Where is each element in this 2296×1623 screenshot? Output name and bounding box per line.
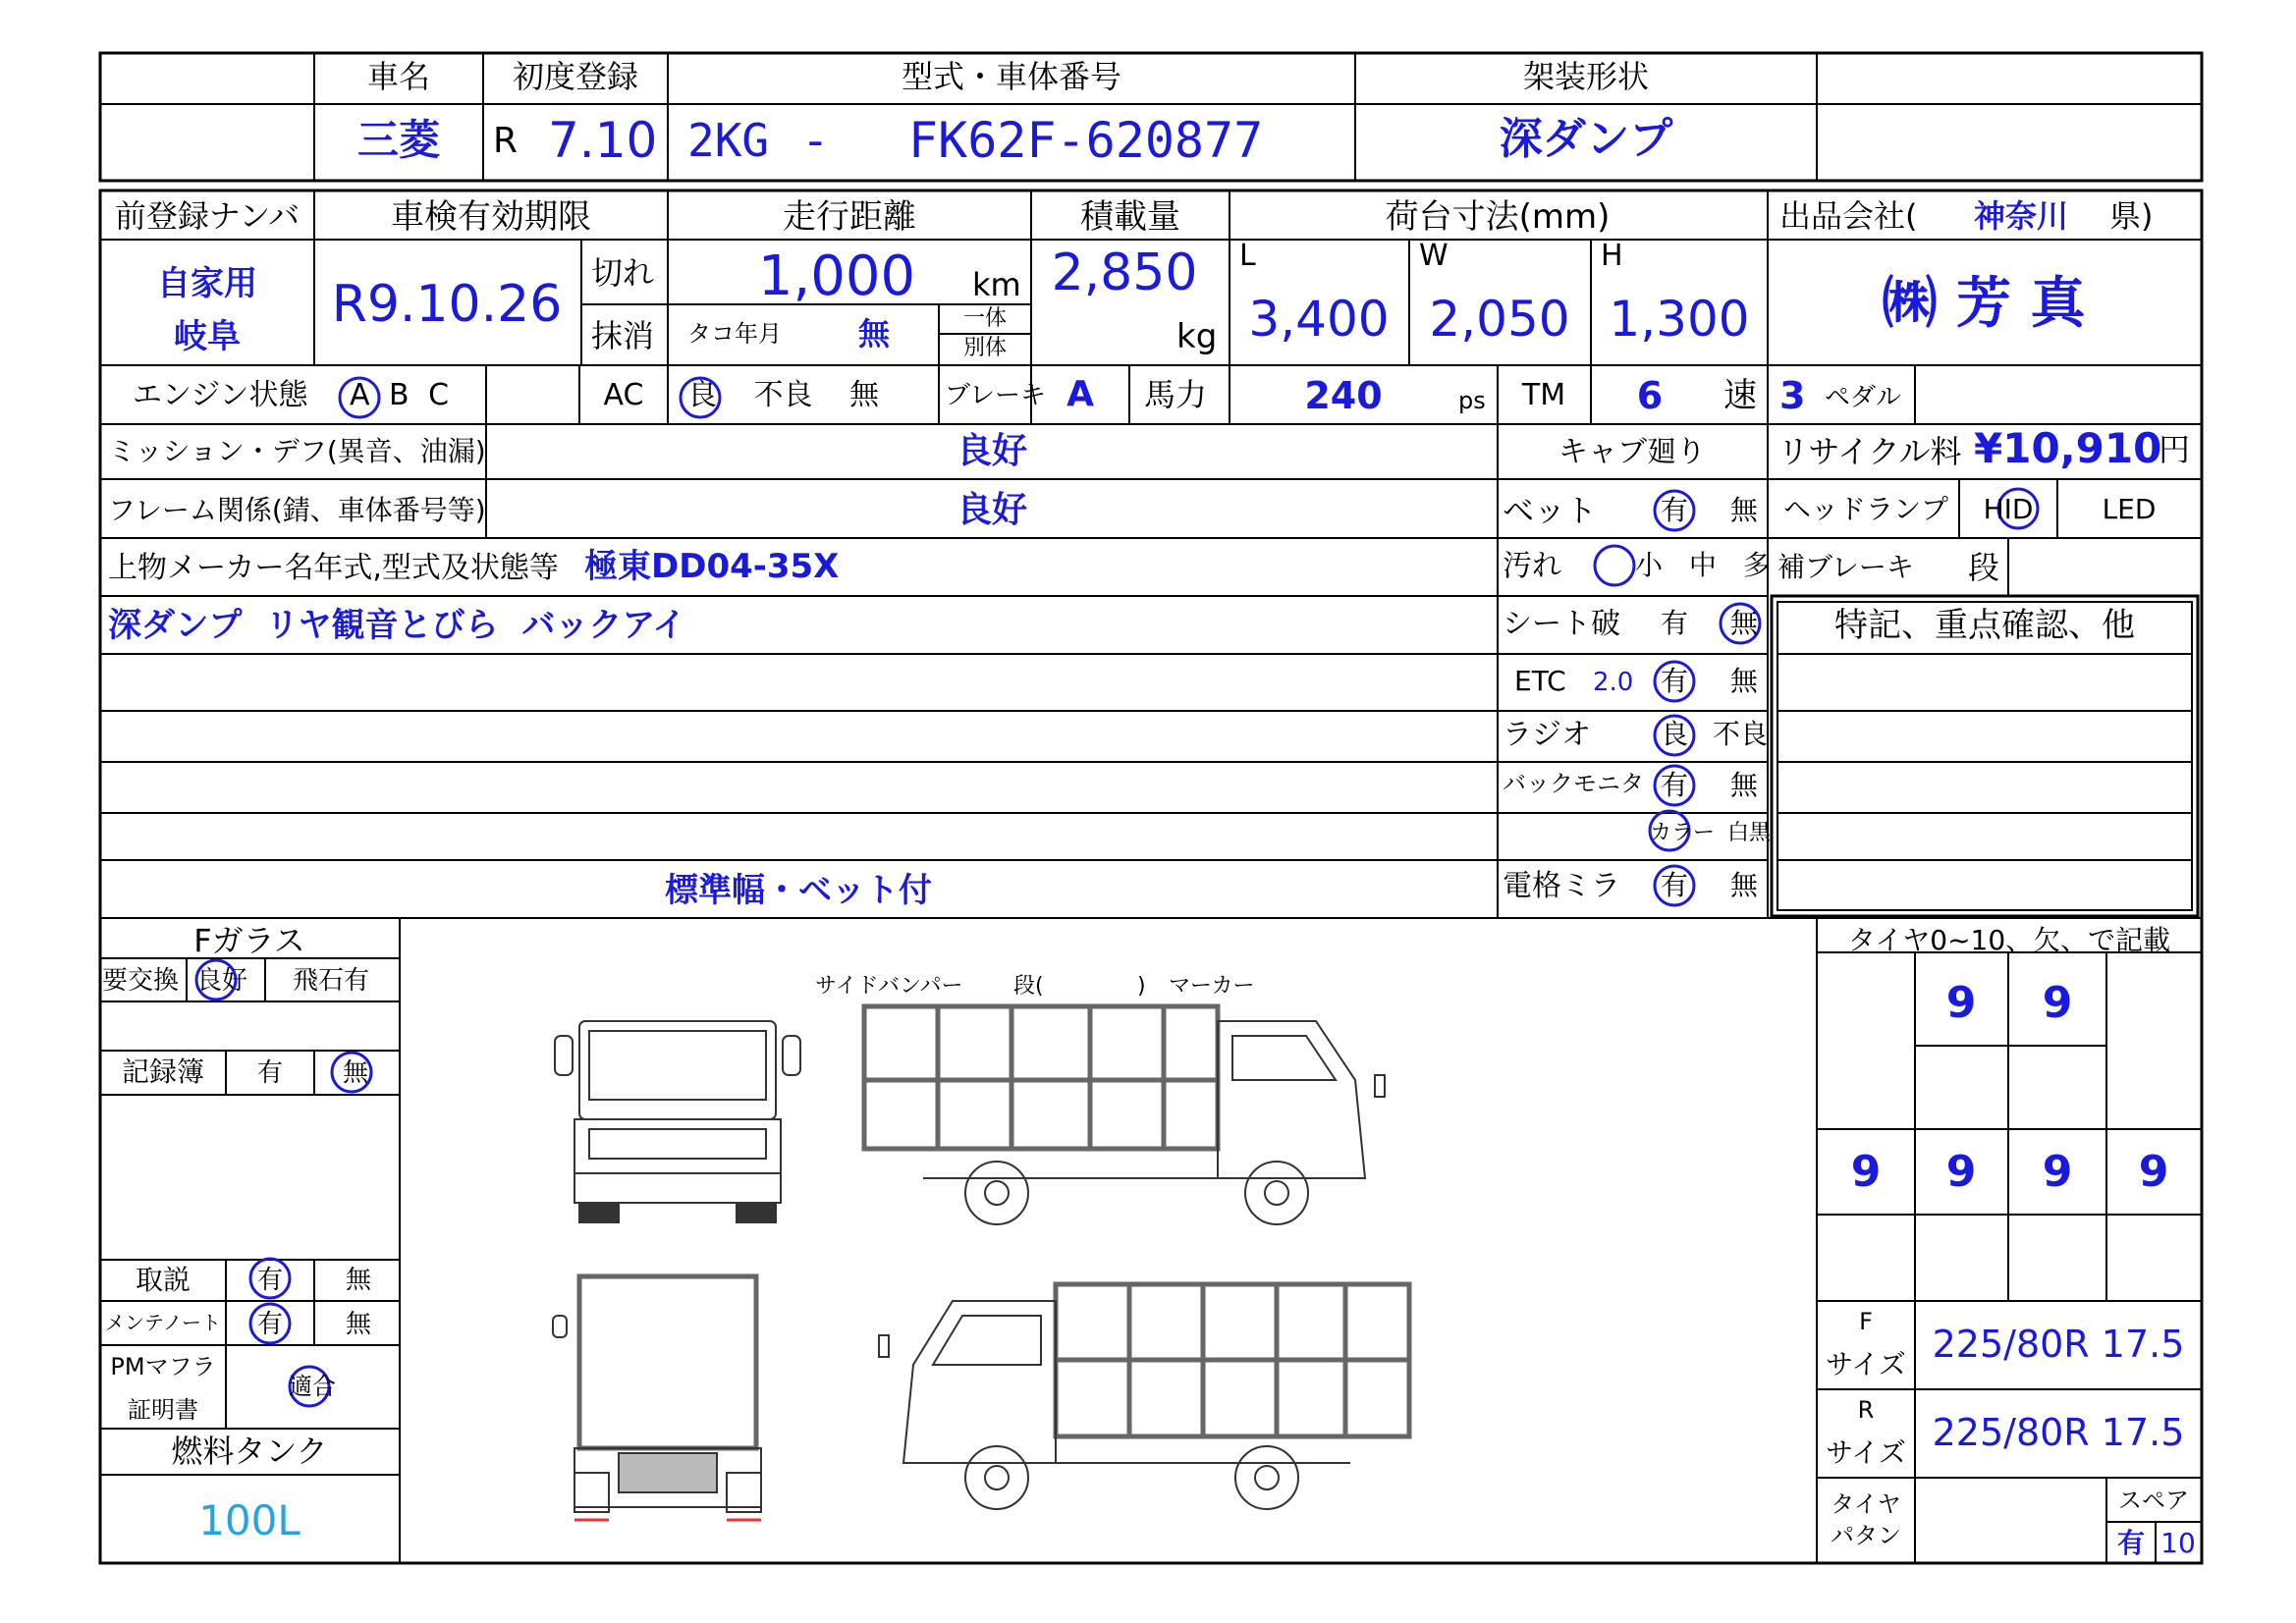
pedal-count: 3 bbox=[1779, 374, 1806, 417]
frame-value: 良好 bbox=[956, 490, 1028, 530]
step-close: ) bbox=[1137, 974, 1146, 999]
hp-label: 馬力 bbox=[1144, 376, 1208, 413]
pm-label-2: 証明書 bbox=[128, 1396, 198, 1424]
spare-value: 10 bbox=[2160, 1527, 2196, 1559]
hp-value: 240 bbox=[1304, 374, 1383, 417]
aux-brake-value: 段 bbox=[1967, 549, 2000, 586]
expired-label: 切れ bbox=[591, 254, 655, 292]
seller-label-prefix: 出品会社( bbox=[1779, 197, 1918, 235]
frame-label: フレーム関係(錆、車体番号等) bbox=[108, 494, 486, 526]
manual-label: 取説 bbox=[135, 1264, 191, 1296]
recycle-label: リサイクル料 bbox=[1777, 433, 1962, 470]
headlamp-label: ヘッドランプ bbox=[1783, 493, 1949, 525]
tire-rear-4: 9 bbox=[2138, 1147, 2169, 1197]
tire-title: タイヤ0~10、欠、で記載 bbox=[1847, 924, 2171, 956]
etc-version: 2.0 bbox=[1593, 668, 1634, 697]
dirt-circle bbox=[1595, 546, 1634, 585]
bed-length: 3,400 bbox=[1248, 291, 1390, 348]
glass-replace: 要交換 bbox=[102, 966, 180, 996]
tire-front-right: 9 bbox=[2042, 978, 2073, 1028]
radio-options: 良 不良 bbox=[1661, 718, 1768, 750]
ac-options: 良 不良 無 bbox=[687, 378, 880, 412]
tire-front-left: 9 bbox=[1945, 978, 1977, 1028]
f-size-label: サイズ bbox=[1826, 1348, 1906, 1380]
inspection-date: R9.10.26 bbox=[331, 275, 563, 334]
truck-side-view-bottom bbox=[1056, 1284, 1409, 1436]
record-no: 無 bbox=[342, 1058, 369, 1088]
record-yes: 有 bbox=[256, 1058, 284, 1088]
bed-width: 2,050 bbox=[1429, 291, 1570, 348]
yen-label: 円 bbox=[2159, 431, 2191, 468]
spare-label: スペア bbox=[2118, 1487, 2189, 1514]
glass-chip: 飛石有 bbox=[293, 966, 370, 996]
mileage-label: 走行距離 bbox=[783, 197, 916, 237]
manual-no: 無 bbox=[345, 1266, 372, 1295]
seat-options: 有 無 bbox=[1661, 607, 1758, 639]
bed-dim-label: 荷台寸法(mm) bbox=[1385, 197, 1611, 237]
mirror-options: 有 無 bbox=[1661, 869, 1758, 901]
etc-options: 有 無 bbox=[1661, 665, 1758, 697]
f-tire-size: 225/80R 17.5 bbox=[1932, 1323, 2185, 1366]
aux-brake-label: 補ブレーキ bbox=[1777, 551, 1914, 583]
truck-rear-view bbox=[553, 1276, 761, 1520]
kg-unit: kg bbox=[1176, 317, 1218, 356]
fuel-value: 100L bbox=[198, 1496, 301, 1544]
special-title: 特記、重点確認、他 bbox=[1834, 606, 2135, 645]
era-label: R bbox=[493, 121, 519, 161]
vehicle-name: 三菱 bbox=[356, 116, 441, 164]
glass-good: 良好 bbox=[196, 966, 248, 996]
truck-diagram bbox=[553, 1006, 1409, 1520]
r-label: R bbox=[1857, 1396, 1875, 1424]
tm-value: 6 bbox=[1636, 374, 1664, 417]
mission-label: ミッション・デフ(異音、油漏) bbox=[108, 435, 486, 467]
hid-option: HID bbox=[1983, 493, 2034, 525]
dirt-label: 汚れ bbox=[1503, 549, 1561, 583]
seller-name: ㈱ 芳 真 bbox=[1882, 272, 2086, 336]
col-body-header: 架装形状 bbox=[1522, 58, 1650, 95]
ps-unit: ps bbox=[1458, 387, 1486, 414]
pedal-label: ペダル bbox=[1825, 383, 1902, 412]
f-label: F bbox=[1859, 1308, 1873, 1335]
col-name-header: 車名 bbox=[366, 58, 431, 95]
seller-prefecture: 神奈川 bbox=[1974, 197, 2069, 235]
pattern-label-1: タイヤ bbox=[1831, 1490, 1901, 1518]
col-first-reg-header: 初度登録 bbox=[512, 58, 639, 95]
backmon-options: 有 無 bbox=[1661, 769, 1758, 801]
upper-value: 極東DD04-35X bbox=[584, 547, 840, 586]
W-label: W bbox=[1419, 239, 1449, 273]
tacho-value: 無 bbox=[857, 315, 891, 352]
color-options: カラー 白黒 bbox=[1650, 821, 1771, 845]
km-unit: km bbox=[972, 266, 1021, 303]
recycle-value: ¥10,910 bbox=[1974, 424, 2162, 472]
tacho-label: タコ年月 bbox=[687, 320, 782, 348]
glass-title: Fガラス bbox=[193, 922, 305, 959]
spare-has: 有 bbox=[2116, 1527, 2146, 1559]
truck-front-view bbox=[555, 1021, 800, 1222]
tm-label: TM bbox=[1521, 378, 1566, 412]
notes-bottom: 標準幅・ベット付 bbox=[665, 871, 932, 910]
radio-label: ラジオ bbox=[1503, 718, 1591, 752]
manual-yes: 有 bbox=[256, 1266, 284, 1295]
engine-options: A B C bbox=[350, 378, 450, 412]
truck-side-view-top bbox=[864, 1006, 1218, 1149]
etc-label: ETC bbox=[1514, 665, 1566, 697]
record-label: 記録簿 bbox=[121, 1055, 205, 1088]
bed-options: 有 無 bbox=[1661, 494, 1758, 526]
bed-label: ベット bbox=[1503, 492, 1598, 529]
load-value: 2,850 bbox=[1051, 243, 1198, 302]
tire-rear-1: 9 bbox=[1850, 1147, 1882, 1197]
step-label: 段( bbox=[1013, 974, 1044, 999]
seat-label: シート破 bbox=[1503, 607, 1620, 641]
upper-label: 上物メーカー名年式,型式及状態等 bbox=[108, 551, 559, 585]
model-prefix: 2KG bbox=[687, 114, 770, 167]
notes-line-1: 深ダンプ リヤ観音とびら バックアイ bbox=[108, 606, 686, 645]
H-label: H bbox=[1601, 239, 1623, 273]
ac-label: AC bbox=[603, 378, 644, 412]
plate-use: 自家用 bbox=[157, 264, 257, 303]
side-bumper-label: サイドバンパー bbox=[815, 974, 963, 999]
mileage-value: 1,000 bbox=[757, 244, 916, 308]
r-size-label: サイズ bbox=[1826, 1436, 1906, 1469]
backmon-label: バックモニタ bbox=[1503, 770, 1644, 797]
ittai-label: 一体 bbox=[962, 306, 1008, 331]
engine-label: エンジン状態 bbox=[133, 378, 308, 412]
r-tire-size: 225/80R 17.5 bbox=[1932, 1411, 2185, 1454]
prev-plate-label: 前登録ナンバ bbox=[114, 197, 301, 235]
model-dash: - bbox=[807, 114, 824, 167]
maint-yes: 有 bbox=[256, 1310, 284, 1339]
marker-label: マーカー bbox=[1169, 974, 1255, 999]
tire-rear-2: 9 bbox=[1945, 1147, 1977, 1197]
maint-no: 無 bbox=[345, 1310, 372, 1339]
mirror-label: 電格ミラ bbox=[1503, 869, 1620, 903]
tire-rear-3: 9 bbox=[2042, 1147, 2073, 1197]
pm-value: 適合 bbox=[289, 1373, 336, 1400]
fuel-label: 燃料タンク bbox=[171, 1433, 328, 1470]
plate-region: 岐阜 bbox=[174, 317, 241, 356]
brake-value: A bbox=[1066, 374, 1094, 414]
col-model-header: 型式・車体番号 bbox=[901, 58, 1122, 95]
first-reg-date: 7.10 bbox=[548, 112, 658, 169]
seller-label-suffix: 県) bbox=[2109, 197, 2154, 235]
cab-title: キャブ廻り bbox=[1558, 435, 1706, 469]
pm-label-1: PMマフラ bbox=[110, 1353, 216, 1380]
led-option: LED bbox=[2102, 493, 2157, 525]
dirt-options: 小 中 多 bbox=[1635, 549, 1771, 581]
maint-label: メンテノート bbox=[105, 1311, 221, 1334]
cancelled-label: 抹消 bbox=[591, 317, 655, 354]
load-label: 積載量 bbox=[1080, 197, 1180, 237]
mission-value: 良好 bbox=[956, 431, 1028, 471]
pattern-label-2: パタン bbox=[1831, 1522, 1901, 1549]
inspection-label: 車検有効期限 bbox=[391, 197, 591, 237]
chassis-number: FK62F-620877 bbox=[908, 112, 1264, 169]
speed-label: 速 bbox=[1723, 376, 1757, 415]
brake-label: ブレーキ bbox=[945, 381, 1046, 410]
L-label: L bbox=[1239, 239, 1256, 273]
betsutai-label: 別体 bbox=[962, 336, 1008, 360]
bed-height: 1,300 bbox=[1609, 291, 1750, 348]
body-shape: 深ダンプ bbox=[1499, 114, 1673, 164]
